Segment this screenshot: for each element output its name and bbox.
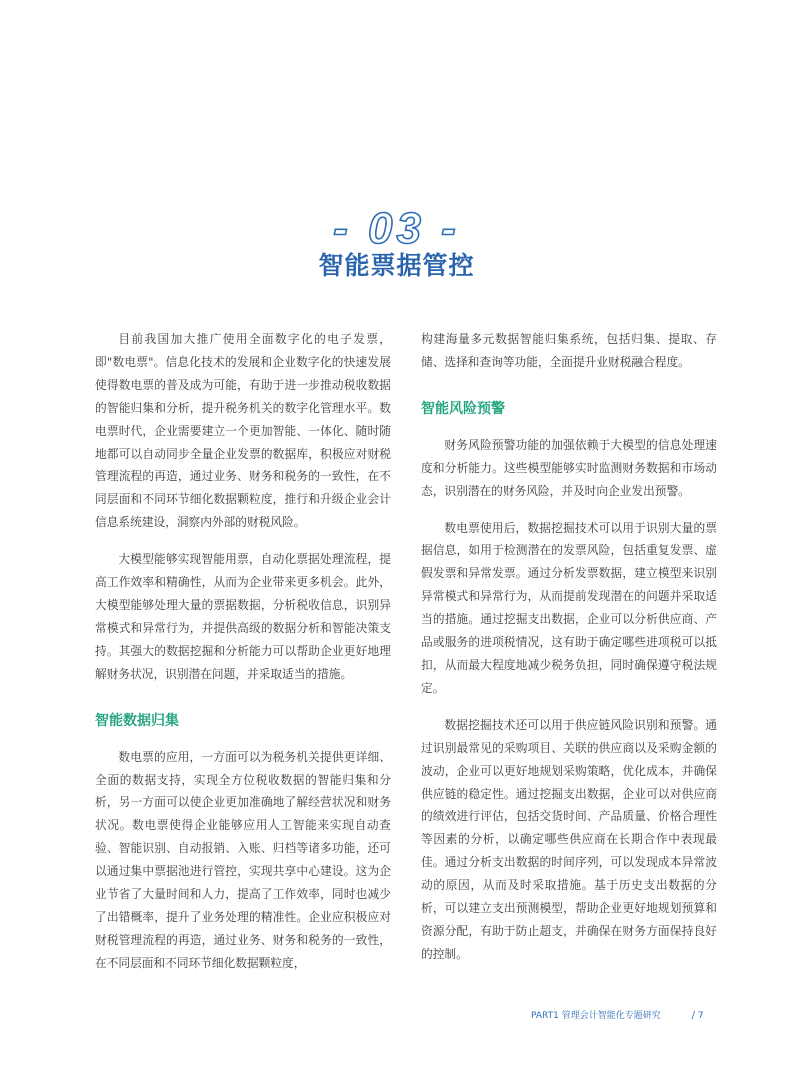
section-heading-data-collection: 智能数据归集 <box>95 712 179 729</box>
page-number: 7 <box>697 1011 704 1021</box>
chapter-number: - 03 - <box>333 204 460 253</box>
data-collection-paragraph: 数电票的应用，一方面可以为税务机关提供更详细、全面的数据支持，实现全方位税收数据的智能归集和分析，另一方面可以使企业更加准确地了解经营状况和财务状况。数电票使得企业能够应用人工智能来实现自动查验、智能识别、自动报销、入账、归档等诸多功能，还可以通过集中票据池进行管控，实现共享中心建设。这为企业节省了大量时间和人力，提高了工作效率，同时也减少了出错概率，提升了业务处理的精准性。企业应积极应对财税管理流程的再造，通过业务、财务和税务的一致性，在不同层面和不同环节细化数据颗粒度， <box>95 749 391 970</box>
chapter-title: 智能票据管控 <box>318 251 475 280</box>
right-column <box>421 328 717 966</box>
risk-paragraph-2: 数电票使用后，数据挖掘技术可以用于识别大量的票据信息，如用于检测潜在的发票风险，包括重复发票、虚假发票和异常发票。通过分析发票数据，建立模型来识别异常模式和异常行为，从而提前发现潜在的问题并采取适当的措施。通过挖掘支出数据，企业可以分析供应商、产品或服务的进项税情况，这有助于确定哪些进项税可以抵扣，从而最大程度地减少税务负担，同时确保遵守税法规定。 <box>421 520 717 695</box>
footer-slash: / <box>691 1010 695 1021</box>
intro-paragraph-2: 大模型能够实现智能用票，自动化票据处理流程，提高工作效率和精确性，从而为企业带来更多机会。此外，大模型能够处理大量的票据数据，分析税收信息，识别异常模式和异常行为，并提供高级的数据分析和智能决策支持。其强大的数据挖掘和分析能力可以帮助企业更好地理解财务状况，识别潜在问题，并采取适当的措施。 <box>95 552 391 681</box>
footer-part: PART1 <box>531 1011 559 1021</box>
risk-paragraph-1: 财务风险预警功能的加强依赖于大模型的信息处理速度和分析能力。这些模型能够实时监测财务数据和市场动态，识别潜在的财务风险，并及时向企业发出预警。 <box>421 437 717 498</box>
intro-paragraph-1: 目前我国加大推广使用全面数字化的电子发票，即"数电票"。信息化技术的发展和企业数字化的快速发展使得数电票的普及成为可能，有助于进一步推动税收数据的智能归集和分析，提升税务机关的数字化管理水平。数电票时代，企业需要建立一个更加智能、一体化、随时随地都可以自动同步全量企业发票的数据库，积极应对财税管理流程的再造，通过业务、财务和税务的一致性，在不同层面和不同环节细化数据颗粒度，推行和升级企业会计信息系统建设，洞察内外部的财税风险。 <box>95 332 391 530</box>
left-column <box>95 328 391 975</box>
page-footer <box>531 1009 721 1023</box>
continued-paragraph: 构建海量多元数据智能归集系统，包括归集、提取、存储、选择和查询等功能，全面提升业财税融合程度。 <box>421 332 717 369</box>
section-heading-risk-warning: 智能风险预警 <box>421 400 505 417</box>
risk-paragraph-3: 数据挖掘技术还可以用于供应链风险识别和预警。通过识别最常见的采购项目、关联的供应商以及采购金额的波动，企业可以更好地规划采购策略，优化成本，并确保供应链的稳定性。通过挖掘支出数据，企业可以对供应商的绩效进行评估，包括交货时间、产品质量、价格合理性等因素的分析，以确定哪些供应商在长期合作中表现最佳。通过分析支出数据的时间序列，可以发现成本异常波动的原因，从而及时采取措施。基于历史支出数据的分析，可以建立支出预测模型，帮助企业更好地规划预算和资源分配，有助于防止超支，并确保在财务方面保持良好的控制。 <box>421 717 717 961</box>
footer-subtitle: 管理会计智能化专题研究 <box>561 1011 661 1021</box>
